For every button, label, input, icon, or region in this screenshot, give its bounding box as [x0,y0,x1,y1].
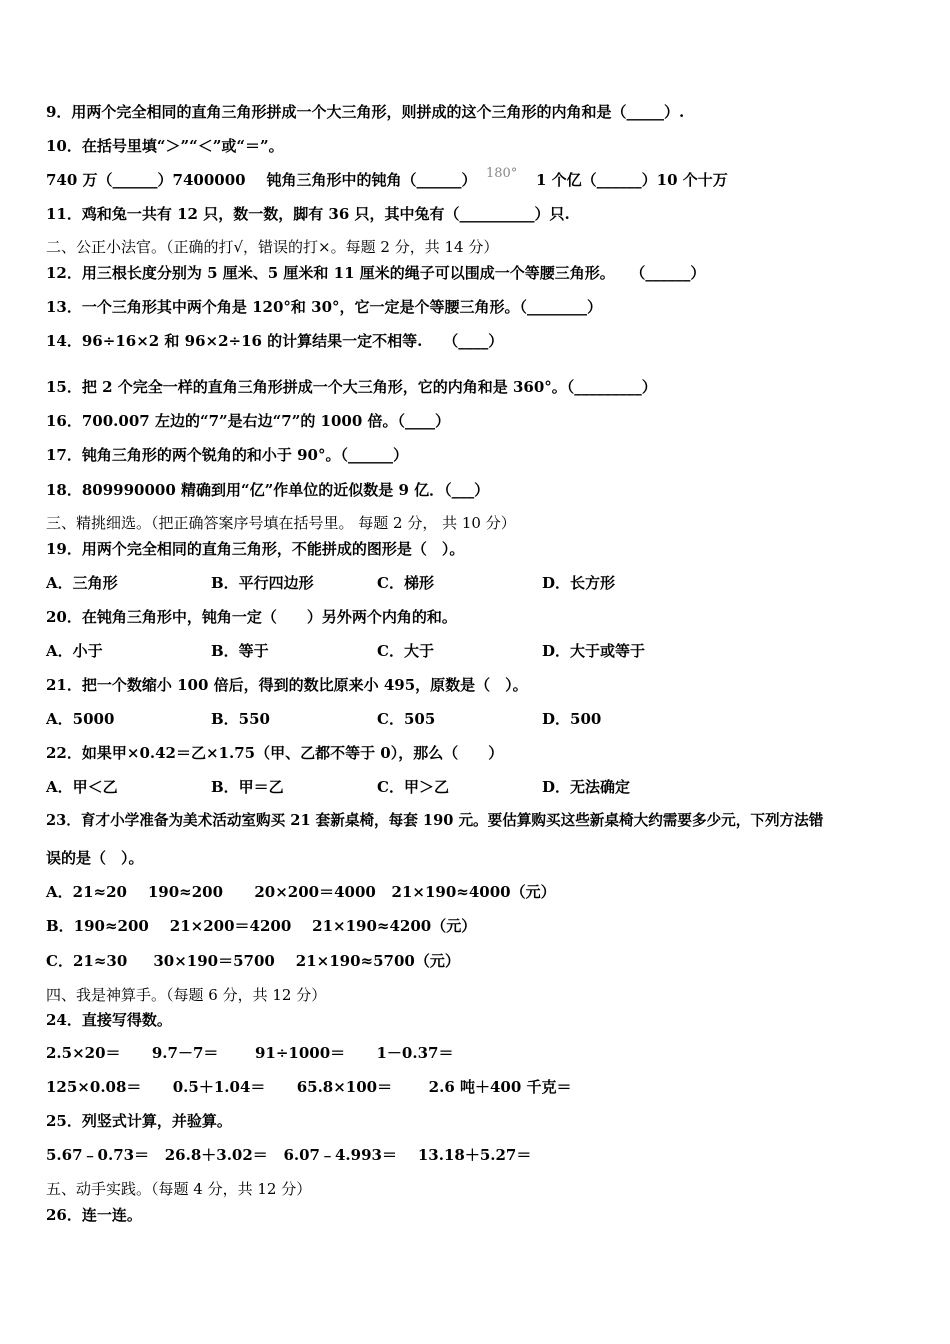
degree-label: 180° [486,166,518,181]
option-a: A．5000 [46,710,115,728]
question-11: 11．鸡和兔一共有 12 只，数一数，脚有 36 只，其中兔有（__________）只. [46,205,570,223]
question-18: 18．809990000 精确到用“亿”作单位的近似数是 9 亿．（___） [46,481,490,499]
option-a: A．三角形 [46,574,118,592]
option-c: C．505 [377,710,436,728]
section-5-heading: 五、动手实践。（每题 4 分，共 12 分） [46,1180,312,1198]
question-15: 15．把 2 个完全一样的直角三角形拼成一个大三角形，它的内角和是 360°。（_________） [46,378,657,396]
option-b: B．等于 [211,642,269,660]
question-23-option-a: A．21≈20 190≈200 20×200＝4000 21×190≈4000（元） [46,883,556,901]
question-10-row-b: 1 个亿（______）10 个十万 [536,171,728,189]
question-23-option-b: B．190≈200 21×200＝4200 21×190≈4200（元） [46,917,477,935]
question-10: 10．在括号里填“＞”“＜”或“＝”。 [46,137,284,155]
options-20 [46,641,906,661]
question-16: 16．700.007 左边的“7”是右边“7”的 1000 倍。（____） [46,412,451,430]
question-23-option-c: C．21≈30 30×190＝5700 21×190≈5700（元） [46,952,460,970]
question-24-row-1: 2.5×20＝ 9.7－7＝ 91÷1000＝ 1－0.37＝ [46,1044,454,1062]
section-2-heading: 二、公正小法官。（正确的打√，错误的打×。每题 2 分，共 14 分） [46,238,499,256]
option-d: D．长方形 [542,574,616,592]
option-d: D．无法确定 [542,778,631,796]
option-b: B．平行四边形 [211,574,314,592]
option-c: C．甲＞乙 [377,778,449,796]
question-22: 22．如果甲×0.42＝乙×1.75（甲、乙都不等于 0），那么（ ） [46,744,504,762]
option-a: A．小于 [46,642,103,660]
options-22 [46,777,906,797]
question-19: 19．用两个完全相同的直角三角形，不能拼成的图形是（ ）。 [46,540,465,558]
question-13: 13．一个三角形其中两个角是 120°和 30°，它一定是个等腰三角形。（________） [46,298,603,316]
option-c: C．梯形 [377,574,434,592]
option-d: D．大于或等于 [542,642,646,660]
section-3-heading: 三、精挑细选。（把正确答案序号填在括号里。 每题 2 分， 共 10 分） [46,514,516,532]
question-20: 20．在钝角三角形中，钝角一定（ ）另外两个内角的和。 [46,608,457,626]
question-26: 26．连一连。 [46,1206,142,1224]
option-a: A．甲＜乙 [46,778,118,796]
question-21: 21．把一个数缩小 100 倍后，得到的数比原来小 495，原数是（ ）。 [46,676,528,694]
question-17: 17．钝角三角形的两个锐角的和小于 90°。（______） [46,446,408,464]
options-21 [46,709,906,729]
question-24-row-2: 125×0.08＝ 0.5＋1.04＝ 65.8×100＝ 2.6 吨＋400 千克＝ [46,1078,572,1096]
option-c: C．大于 [377,642,434,660]
question-24: 24．直接写得数。 [46,1011,172,1029]
question-25: 25．列竖式计算，并验算。 [46,1112,232,1130]
question-25-row: 5.67﹣0.73＝ 26.8＋3.02＝ 6.07﹣4.993＝ 13.18＋5.27＝ [46,1146,532,1164]
question-9: 9．用两个完全相同的直角三角形拼成一个大三角形，则拼成的这个三角形的内角和是（_____）. [46,103,685,121]
question-23-line-2: 误的是（ ）。 [46,849,144,867]
option-b: B．550 [211,710,270,728]
section-4-heading: 四、我是神算手。（每题 6 分，共 12 分） [46,986,327,1004]
question-10-row-a: 740 万（______）7400000 钝角三角形中的钝角（______） [46,171,477,189]
option-b: B．甲＝乙 [211,778,284,796]
question-23-line-1: 23．育才小学准备为美术活动室购买 21 套新桌椅，每套 190 元。要估算购买这些新桌椅大约需要多少元，下列方法错 [46,812,824,829]
options-19 [46,573,906,593]
question-14: 14．96÷16×2 和 96×2÷16 的计算结果一定不相等. （____） [46,332,504,350]
option-d: D．500 [542,710,602,728]
question-12: 12．用三根长度分别为 5 厘米、5 厘米和 11 厘米的绳子可以围成一个等腰三角形。 （______） [46,264,706,282]
